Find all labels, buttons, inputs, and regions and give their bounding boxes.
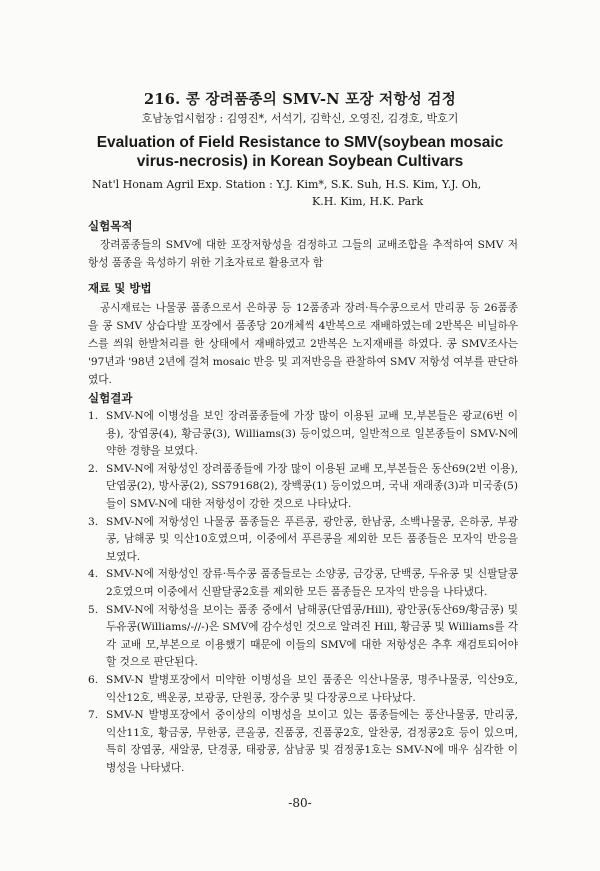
result-item: 6. SMV-N 발병포장에서 미약한 이병성을 보인 품종은 익산나물콩, 명주나물콩, 익산9호, 익산12호, 백운콩, 보광콩, 단원콩, 장수콩 및 다장콩으로 나타났다. (88, 673, 518, 704)
purpose-heading: 실험목적 (88, 219, 133, 233)
result-item: 5. SMV-N에 저항성을 보이는 품종 중에서 남해콩(단엽콩/Hill), 광안콩(동산69/황금콩) 및 두유콩(Williams/-//-)은 SMV에 감수성인 것으로 알려진 Hill, 황금콩 및 Williams를 각각 교배 모,부본으로 이용했기 때문에 이들의 SMV에 대한 저항성은 추후 재검토되어야 할 것으로 판단된다. (88, 603, 518, 669)
result-item: 3. SMV-N에 저항성인 나물콩 품종들은 푸른콩, 광안콩, 한남콩, 소백나물콩, 은하콩, 부광콩, 남해콩 및 익산10호였으며, 이중에서 푸른콩을 제외한 모든 품종들은 모자익 반응을 보였다. (88, 515, 518, 563)
result-item: 1. SMV-N에 이병성을 보인 장려품종들에 가장 많이 이용된 교배 모,부본들은 광교(6번 이용), 장엽콩(4), 황금콩(3), Williams(3) 등이었으며, 일반적으로 일본종들이 SMV-N에 약한 경향을 보였다. (88, 410, 518, 458)
result-item: 7. SMV-N 발병포장에서 중이상의 이병성을 보이고 있는 품종들에는 풍산나물콩, 만리콩, 익산11호, 황금콩, 무한콩, 큰올콩, 진품콩, 진품콩2호, 알찬콩, 검정콩2호 등이 있으며, 특히 장엽콩, 새알콩, 단경콩, 태광콩, 삼남콩 및 검정콩1호는 SMV-N에 매우 심각한 이병성을 나타냈다. (88, 709, 518, 774)
page-number: -80- (288, 796, 312, 810)
purpose-paragraph (88, 236, 518, 272)
result-item: 2. SMV-N에 저항성인 장려품종들에 가장 많이 이용된 교배 모,부본들은 동산69(2번 이용), 단엽콩(2), 방사콩(2), SS79168(2), 장백콩(1) 등이었으며, 국내 재래종(3)과 미국종(5)들이 SMV-N에 대한 저항성이 강한 것으로 나타났다. (88, 462, 518, 510)
result-item: 4. SMV-N에 저항성인 장류·특수콩 품종들로는 소양콩, 금강콩, 단백콩, 두유콩 및 신팔달콩2호였으며 이중에서 신팔달콩2호를 제외한 모든 품종들은 모자익 반응을 나타냈다. (88, 568, 518, 598)
results-list (88, 408, 518, 777)
materials-paragraph (88, 299, 518, 389)
english-title-line-1: Evaluation of Field Resistance to SMV(soybean mosaic (96, 134, 504, 151)
korean-title: 216. 콩 장려품종의 SMV-N 포장 저항성 검정 (143, 91, 457, 108)
english-authors (92, 176, 552, 210)
english-authors-line-2: K.H. Kim, H.K. Park (312, 195, 424, 208)
materials-heading: 재료 및 방법 (88, 281, 152, 295)
purpose-text: 장려품종들의 SMV에 대한 포장저항성을 검정하고 그들의 교배조합을 추적하여 SMV 저항성 품종을 육성하기 위한 기초자료로 활용코자 함 (88, 239, 518, 269)
korean-authors: 호남농업시험장 : 김영진*, 서석기, 김학신, 오영진, 김경호, 박호기 (141, 112, 459, 125)
materials-text: 공시재료는 나물콩 품종으로서 은하콩 등 12품종과 장려·특수콩으로서 만리콩 등 26품종을 콩 SMV 상습다발 포장에서 품종당 20개체씩 4반복으로 재배하였는데 2반복은 비닐하우스를 씌워 한발처리를 한 상태에서 재배하였고 2반복은 노지재배를 하였다. 콩 SMV조사는 '97년과 '98년 2년에 걸쳐 mosaic 반응 및 괴저반응을 관찰하여 SMV 저항성 여부를 판단하였다. (88, 302, 518, 386)
results-heading: 실험결과 (88, 391, 133, 405)
english-title-line-2: virus-necrosis) in Korean Soybean Cultivars (136, 153, 464, 170)
english-authors-line-1: Nat'l Honam Agril Exp. Station : Y.J. Kim*, S.K. Suh, H.S. Kim, Y.J. Oh, (92, 178, 482, 191)
english-title (0, 133, 600, 171)
